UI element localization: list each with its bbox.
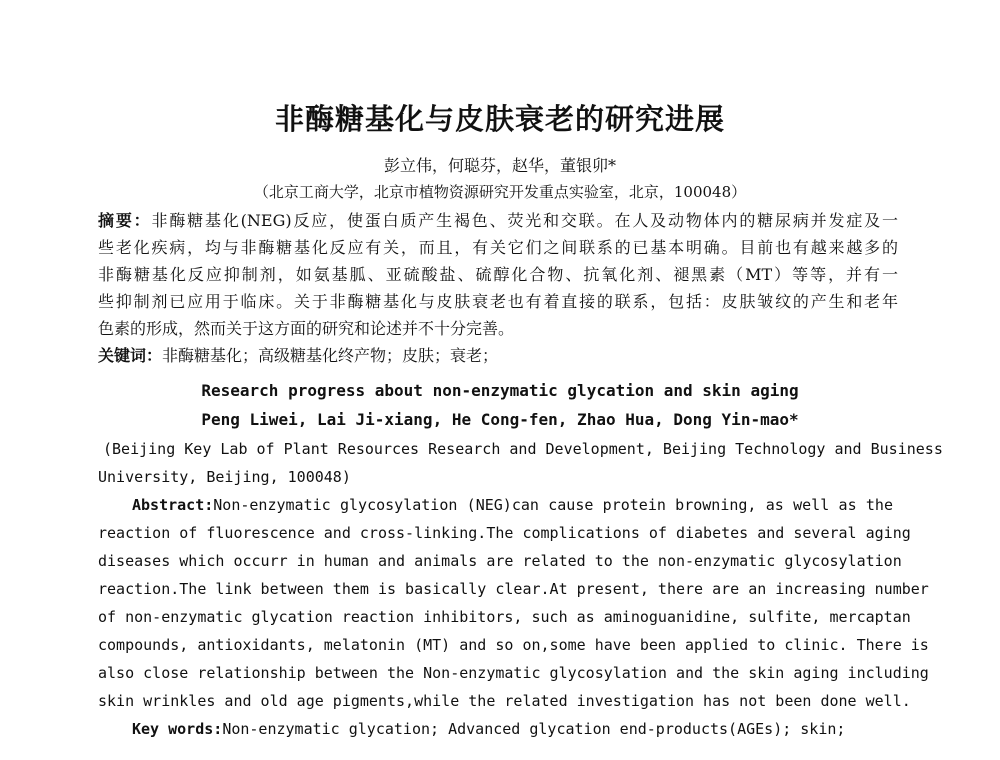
author-list: 彭立伟，何聪芬，赵华，董银卯*	[383, 156, 616, 175]
abstract-cn	[98, 207, 898, 369]
abstract-en-line: also close relationship between the Non-enzymatic glycosylation and the skin aging including	[98, 664, 929, 682]
abstract-cn-line: 非酶糖基化(NEG)反应，使蛋白质产生褐色、荧光和交联。在人及动物体内的糖尿病并发症及一	[151, 211, 898, 230]
abstract-en-label: Abstract:	[132, 496, 214, 514]
affiliation: （北京工商大学，北京市植物资源研究开发重点实验室，北京，100048）	[253, 183, 747, 201]
abstract-cn-line: 些老化疾病，均与非酶糖基化反应有关，而且，有关它们之间联系的已基本明确。目前也有越来越多的	[98, 238, 898, 257]
keywords-en	[98, 715, 893, 743]
keywords-en-text: Non-enzymatic glycation; Advanced glycation end-products(AGEs); skin;	[222, 720, 846, 738]
keywords-cn-text: 非酶糖基化；高级糖基化终产物；皮肤；衰老；	[162, 346, 499, 365]
paper-title: 非酶糖基化与皮肤衰老的研究进展	[274, 102, 725, 136]
abstract-en-line: of non-enzymatic glycation reaction inhibitors, such as aminoguanidine, sulfite, mercaptan	[98, 608, 911, 626]
abstract-en-line: reaction of fluorescence and cross-linking.The complications of diabetes and several aging	[98, 524, 911, 542]
keywords-en-label: Key words:	[132, 720, 223, 738]
english-affiliation-cont	[98, 463, 893, 491]
abstract-en-line: reaction.The link between them is basically clear.At present, there are an increasing number	[98, 580, 929, 598]
abstract-cn-label: 摘要：	[98, 211, 152, 230]
abstract-en-line: Non-enzymatic glycosylation (NEG)can cause protein browning, as well as the	[213, 496, 893, 514]
keywords-cn-label: 关键词：	[98, 346, 163, 365]
english-title: Research progress about non-enzymatic glycation and skin aging	[201, 381, 799, 400]
abstract-cn-line: 色素的形成，然而关于这方面的研究和论述并不十分完善。	[98, 319, 515, 338]
abstract-cn-line: 非酶糖基化反应抑制剂，如氨基胍、亚硫酸盐、硫醇化合物、抗氧化剂、褪黑素（MT）等等，并有一	[98, 265, 898, 284]
abstract-en-line: skin wrinkles and old age pigments,while the related investigation has not been done well.	[98, 692, 911, 710]
english-affiliation	[103, 435, 943, 463]
keywords-cn	[98, 342, 898, 369]
abstract-en-line: compounds, antioxidants, melatonin (MT) and so on,some have been applied to clinic. There is	[98, 636, 929, 654]
abstract-en	[98, 491, 929, 743]
english-authors: Peng Liwei, Lai Ji-xiang, He Cong-fen, Zhao Hua, Dong Yin-mao*	[201, 410, 799, 429]
abstract-cn-line: 些抑制剂已应用于临床。关于非酶糖基化与皮肤衰老也有着直接的联系，包括：皮肤皱纹的产生和老年	[98, 292, 898, 311]
abstract-en-line: diseases which occurr in human and animals are related to the non-enzymatic glycosylation	[98, 552, 902, 570]
english-affiliation-line: (Beijing Key Lab of Plant Resources Research and Development, Beijing Technology and Business	[103, 440, 943, 458]
english-affiliation-line: University, Beijing, 100048)	[98, 468, 351, 486]
